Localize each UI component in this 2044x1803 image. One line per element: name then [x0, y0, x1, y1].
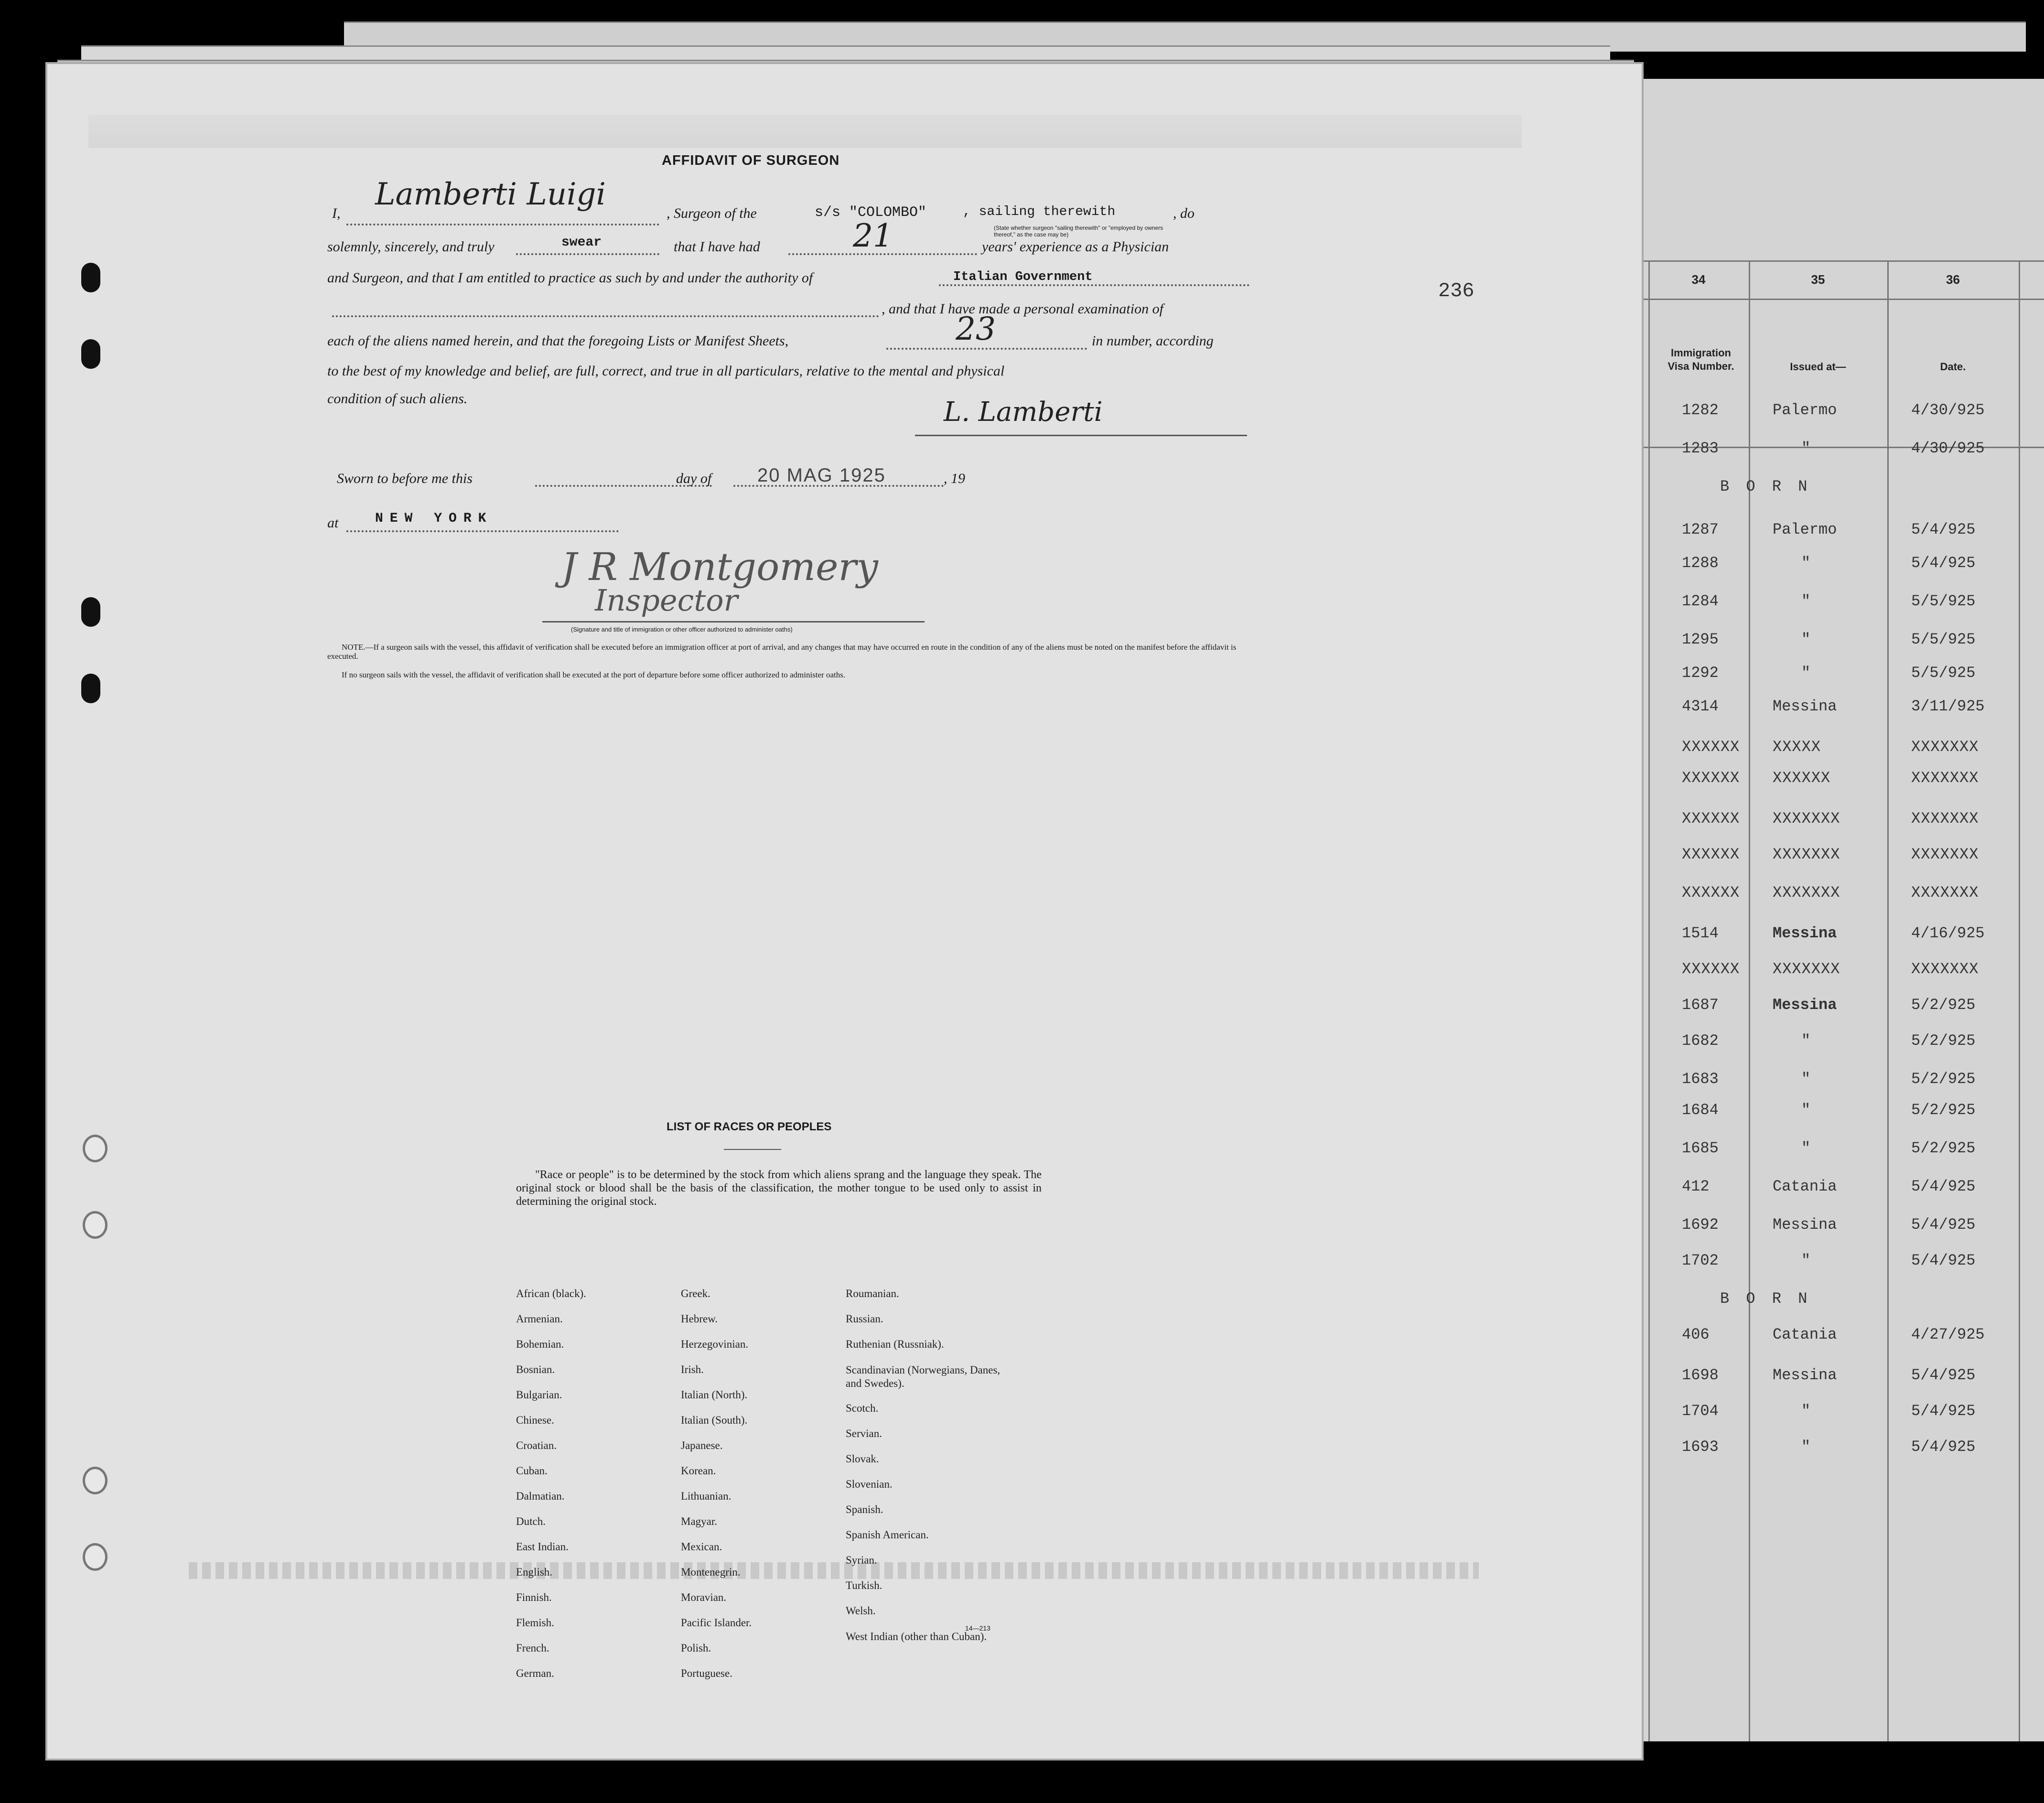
race-entry: French.: [516, 1642, 549, 1654]
race-entry: Armenian.: [516, 1313, 563, 1325]
table-cell-visa: 1282: [1682, 401, 1719, 419]
table-cell-date: 5/4/925: [1911, 1366, 1976, 1384]
authority-value: Italian Government: [953, 270, 1093, 284]
table-cell-date: 5/4/925: [1911, 1216, 1976, 1234]
table-cell-visa: XXXXXX: [1682, 810, 1740, 827]
table-cell-visa: 1684: [1682, 1101, 1719, 1119]
race-entry: Hebrew.: [681, 1313, 718, 1325]
table-cell-date: XXXXXXX: [1911, 960, 1979, 978]
underlying-header: [88, 115, 1522, 148]
table-cell-visa: XXXXXX: [1682, 846, 1740, 863]
race-entry: German.: [516, 1667, 554, 1679]
race-entry: Flemish.: [516, 1617, 554, 1629]
table-subhead-rule: [1644, 299, 2044, 300]
table-cell-date: 5/4/925: [1911, 1252, 1976, 1269]
table-cell-visa: 1683: [1682, 1070, 1719, 1088]
race-entry: Croatian.: [516, 1439, 557, 1451]
race-entry: Lithuanian.: [681, 1490, 732, 1502]
race-entry: West Indian (other than Cuban).: [846, 1631, 987, 1642]
table-cell-visa: 1687: [1682, 996, 1719, 1014]
race-entry: Spanish American.: [846, 1529, 929, 1541]
race-entry: Roumanian.: [846, 1288, 899, 1299]
table-cell-date: 4/27/925: [1911, 1326, 1985, 1343]
officer-title: Inspector: [595, 583, 738, 618]
table-cell-issued: Messina: [1773, 698, 1837, 715]
table-cell-issued: Palermo: [1773, 521, 1837, 538]
race-entry: Greek.: [681, 1288, 710, 1299]
form-number: 14—213: [965, 1624, 990, 1632]
officer-signature: J R Montgomery: [561, 545, 878, 589]
table-cell-visa: 1702: [1682, 1252, 1719, 1269]
table-cell-date: XXXXXXX: [1911, 769, 1979, 787]
table-cell-visa: 4314: [1682, 698, 1719, 715]
binder-ring: [83, 1543, 108, 1571]
table-cell-issued: ": [1801, 631, 1811, 648]
table-cell-date: 5/2/925: [1911, 1032, 1976, 1050]
race-entry: Montenegrin.: [681, 1566, 741, 1578]
sheets-value: 23: [956, 311, 996, 347]
table-top-rule: [1644, 260, 2044, 262]
officer-caption: (Signature and title of immigration or other officer authorized to administer oaths): [571, 626, 793, 633]
sailing-label: , sailing therewith: [963, 204, 1116, 219]
binder-ring: [83, 1135, 108, 1162]
col-35-header: Issued at—: [1790, 361, 1846, 373]
each-label: each of the aliens named herein, and that the foregoing Lists or Manifest Sheets,: [327, 333, 789, 349]
condition-label: condition of such aliens.: [327, 391, 468, 407]
sheets-line: [886, 348, 1087, 350]
solemnly-label: solemnly, sincerely, and truly: [327, 239, 495, 255]
table-cell-visa: 1295: [1682, 631, 1719, 648]
table-cell-issued: ": [1801, 664, 1811, 682]
place-line: [346, 530, 619, 532]
race-entry: Irish.: [681, 1363, 704, 1375]
date-stamp: 20 MAG 1925: [757, 465, 886, 486]
table-cell-visa: 406: [1682, 1326, 1710, 1343]
race-entry: Portuguese.: [681, 1667, 732, 1679]
blank-line: [332, 315, 879, 317]
race-entry: Herzegovinian.: [681, 1338, 749, 1350]
note-2: If no surgeon sails with the vessel, the affidavit of verification shall be executed at the port of departure before some officer authorized to administer oaths.: [342, 670, 846, 679]
race-entry: Polish.: [681, 1642, 711, 1654]
note-1: NOTE.—If a surgeon sails with the vessel, this affidavit of verification shall be executed before an immigration officer at port of arrival, and any changes that may have occurred en route in the condition of any of the aliens must be noted on the manifest before the affidavit is executed.: [327, 643, 1237, 661]
table-cell-date: 5/4/925: [1911, 1178, 1976, 1195]
vessel-name: s/s "COLOMBO": [815, 204, 927, 221]
binder-hole: [81, 339, 100, 369]
table-cell-visa: 1287: [1682, 521, 1719, 538]
examination-label: , and that I have made a personal examination of: [882, 301, 1163, 317]
races-title-rule: [724, 1149, 781, 1150]
table-cell-issued: ": [1801, 1101, 1811, 1119]
table-cell-date: 5/5/925: [1911, 664, 1976, 682]
race-entry: Dutch.: [516, 1515, 546, 1527]
binder-hole: [81, 674, 100, 703]
table-cell-date: 5/2/925: [1911, 1139, 1976, 1157]
years-line: [788, 253, 977, 255]
race-entry: Bohemian.: [516, 1338, 564, 1350]
table-cell-date: 5/5/925: [1911, 592, 1976, 610]
oath-line: [516, 253, 659, 255]
race-entry: Finnish.: [516, 1591, 552, 1603]
best-label: to the best of my knowledge and belief, are full, correct, and true in all particulars, relative to the mental and physical: [327, 363, 1005, 379]
race-entry: Spanish.: [846, 1503, 883, 1515]
table-cell-issued: ": [1801, 1032, 1811, 1050]
race-entry: Russian.: [846, 1313, 883, 1325]
col-divider: [1648, 260, 1650, 1741]
table-cell-date: 4/30/925: [1911, 401, 1985, 419]
table-cell-visa: 1284: [1682, 592, 1719, 610]
surgeon-signature: L. Lamberti: [944, 397, 1103, 428]
table-cell-issued: Messina: [1773, 996, 1837, 1014]
race-entry: Italian (North).: [681, 1389, 748, 1401]
and-surgeon-label: and Surgeon, and that I am entitled to practice as such by and under the authority of: [327, 270, 813, 286]
that-label: that I have had: [674, 239, 760, 255]
table-cell-visa: 1693: [1682, 1438, 1719, 1456]
race-entry: Japanese.: [681, 1439, 723, 1451]
years-value: 21: [853, 217, 893, 254]
table-cell-issued: XXXXXXX: [1773, 884, 1840, 902]
race-entry: Welsh.: [846, 1605, 876, 1617]
place-value: NEW YORK: [375, 511, 493, 526]
do-label: , do: [1173, 205, 1194, 221]
bleed-through-text: [189, 1562, 1479, 1579]
oath-word: swear: [561, 235, 602, 250]
binder-ring: [83, 1211, 108, 1239]
table-cell-visa: 1682: [1682, 1032, 1719, 1050]
table-cell-visa: 1288: [1682, 554, 1719, 572]
table-row-born: B O R N: [1720, 1290, 1811, 1308]
page-number: 236: [1438, 279, 1474, 302]
surgeon-of-label: , Surgeon of the: [667, 205, 757, 221]
col-34-header: Immigration Visa Number.: [1667, 347, 1734, 372]
table-cell-visa: 1283: [1682, 440, 1719, 457]
table-cell-visa: 1698: [1682, 1366, 1719, 1384]
table-cell-issued: ": [1801, 1252, 1811, 1269]
sworn-month-line: [733, 485, 944, 487]
table-cell-issued: Messina: [1773, 1366, 1837, 1384]
table-cell-date: XXXXXXX: [1911, 884, 1979, 902]
binder-hole: [81, 597, 100, 627]
table-cell-date: 4/30/925: [1911, 440, 1985, 457]
table-cell-visa: XXXXXX: [1682, 960, 1740, 978]
col-divider: [1887, 260, 1889, 1741]
race-entry: Slovak.: [846, 1453, 879, 1465]
surgeon-name: Lamberti Luigi: [375, 177, 606, 212]
table-cell-date: XXXXXXX: [1911, 810, 1979, 827]
table-cell-issued: ": [1801, 1438, 1811, 1456]
table-cell-visa: 1292: [1682, 664, 1719, 682]
race-entry: East Indian.: [516, 1541, 569, 1553]
race-entry: Bosnian.: [516, 1363, 555, 1375]
sworn-label: Sworn to before me this: [337, 471, 473, 486]
race-entry: Syrian.: [846, 1554, 877, 1566]
table-cell-date: XXXXXXX: [1911, 738, 1979, 756]
table-cell-visa: XXXXXX: [1682, 738, 1740, 756]
binder-hole: [81, 263, 100, 292]
day-label: day of: [676, 471, 712, 486]
table-cell-date: 5/2/925: [1911, 1070, 1976, 1088]
table-cell-date: 5/2/925: [1911, 1101, 1976, 1119]
race-entry: Slovenian.: [846, 1478, 893, 1490]
table-cell-date: 5/4/925: [1911, 521, 1976, 538]
table-cell-date: 5/4/925: [1911, 1438, 1976, 1456]
table-cell-visa: 1692: [1682, 1216, 1719, 1234]
surgeon-name-line: [346, 224, 659, 225]
table-cell-issued: XXXXX: [1773, 738, 1821, 756]
table-cell-date: 5/4/925: [1911, 554, 1976, 572]
race-entry: Cuban.: [516, 1465, 548, 1477]
affidavit-title: AFFIDAVIT OF SURGEON: [662, 153, 840, 168]
races-intro: "Race or people" is to be determined by the stock from which aliens sprang and the language they speak. The original stock or blood shall be the basis of the classification, the mother tongue to be used only to assist in determining the original stock.: [516, 1169, 1042, 1208]
table-cell-issued: XXXXXXX: [1773, 960, 1840, 978]
years-label: years' experience as a Physician: [982, 239, 1169, 255]
table-cell-date: 3/11/925: [1911, 698, 1985, 715]
col-34-number: 34: [1691, 272, 1706, 287]
col-36-header: Date.: [1940, 361, 1966, 373]
table-cell-visa: XXXXXX: [1682, 884, 1740, 902]
race-entry: Bulgarian.: [516, 1389, 562, 1401]
race-entry: African (black).: [516, 1288, 586, 1299]
officer-signature-line: [542, 621, 925, 622]
authority-line: [939, 284, 1249, 286]
col-36-number: 36: [1946, 272, 1960, 287]
visa-table-page: [1644, 79, 2044, 1741]
race-entry: Scandinavian (Norwegians, Danes, and Swedes).: [846, 1364, 1000, 1389]
table-cell-issued: ": [1801, 1139, 1811, 1157]
race-entry: Servian.: [846, 1427, 882, 1439]
race-entry: Turkish.: [846, 1579, 882, 1591]
table-cell-issued: Catania: [1773, 1178, 1837, 1195]
table-cell-issued: ": [1801, 1402, 1811, 1420]
table-cell-issued: Catania: [1773, 1326, 1837, 1343]
table-cell-issued: Palermo: [1773, 401, 1837, 419]
table-cell-date: XXXXXXX: [1911, 846, 1979, 863]
table-cell-issued: XXXXXX: [1773, 769, 1831, 787]
table-cell-visa: XXXXXX: [1682, 769, 1740, 787]
race-entry: Ruthenian (Russniak).: [846, 1338, 944, 1350]
affidavit-page: [45, 62, 1644, 1760]
table-cell-issued: ": [1801, 554, 1811, 572]
table-cell-visa: 412: [1682, 1178, 1710, 1195]
race-entry: Korean.: [681, 1465, 716, 1477]
at-label: at: [327, 515, 339, 531]
race-entry: English.: [516, 1566, 553, 1578]
table-cell-issued: XXXXXXX: [1773, 846, 1840, 863]
race-entry: Dalmatian.: [516, 1490, 565, 1502]
table-cell-date: 5/5/925: [1911, 631, 1976, 648]
table-cell-issued: Messina: [1773, 1216, 1837, 1234]
table-cell-visa: 1514: [1682, 924, 1719, 942]
table-cell-date: 5/2/925: [1911, 996, 1976, 1014]
table-cell-date: 4/16/925: [1911, 924, 1985, 942]
signature-line: [915, 435, 1247, 436]
surgeon-state-note: (State whether surgeon "sailing therewith" or "employed by owners thereof," as the case may be): [994, 225, 1163, 238]
binder-ring: [83, 1467, 108, 1494]
table-cell-issued: Messina: [1773, 924, 1837, 942]
race-entry: Moravian.: [681, 1591, 727, 1603]
table-cell-issued: ": [1801, 1070, 1811, 1088]
race-entry: Pacific Islander.: [681, 1617, 752, 1629]
year-label: , 19: [944, 471, 965, 486]
table-cell-issued: XXXXXXX: [1773, 810, 1840, 827]
race-entry: Magyar.: [681, 1515, 718, 1527]
table-cell-issued: ": [1801, 592, 1811, 610]
race-entry: Mexican.: [681, 1541, 722, 1553]
table-cell-visa: 1685: [1682, 1139, 1719, 1157]
races-title: LIST OF RACES OR PEOPLES: [667, 1120, 832, 1133]
table-cell-visa: 1704: [1682, 1402, 1719, 1420]
race-entry: Scotch.: [846, 1402, 879, 1414]
i-label: I,: [332, 205, 341, 221]
table-row-born: B O R N: [1720, 478, 1811, 495]
col-35-number: 35: [1811, 272, 1825, 287]
race-entry: Chinese.: [516, 1414, 554, 1426]
race-entry: Italian (South).: [681, 1414, 748, 1426]
table-cell-issued: ": [1801, 440, 1811, 457]
col-divider: [2019, 260, 2020, 1741]
in-number-label: in number, according: [1092, 333, 1214, 349]
table-cell-date: 5/4/925: [1911, 1402, 1976, 1420]
